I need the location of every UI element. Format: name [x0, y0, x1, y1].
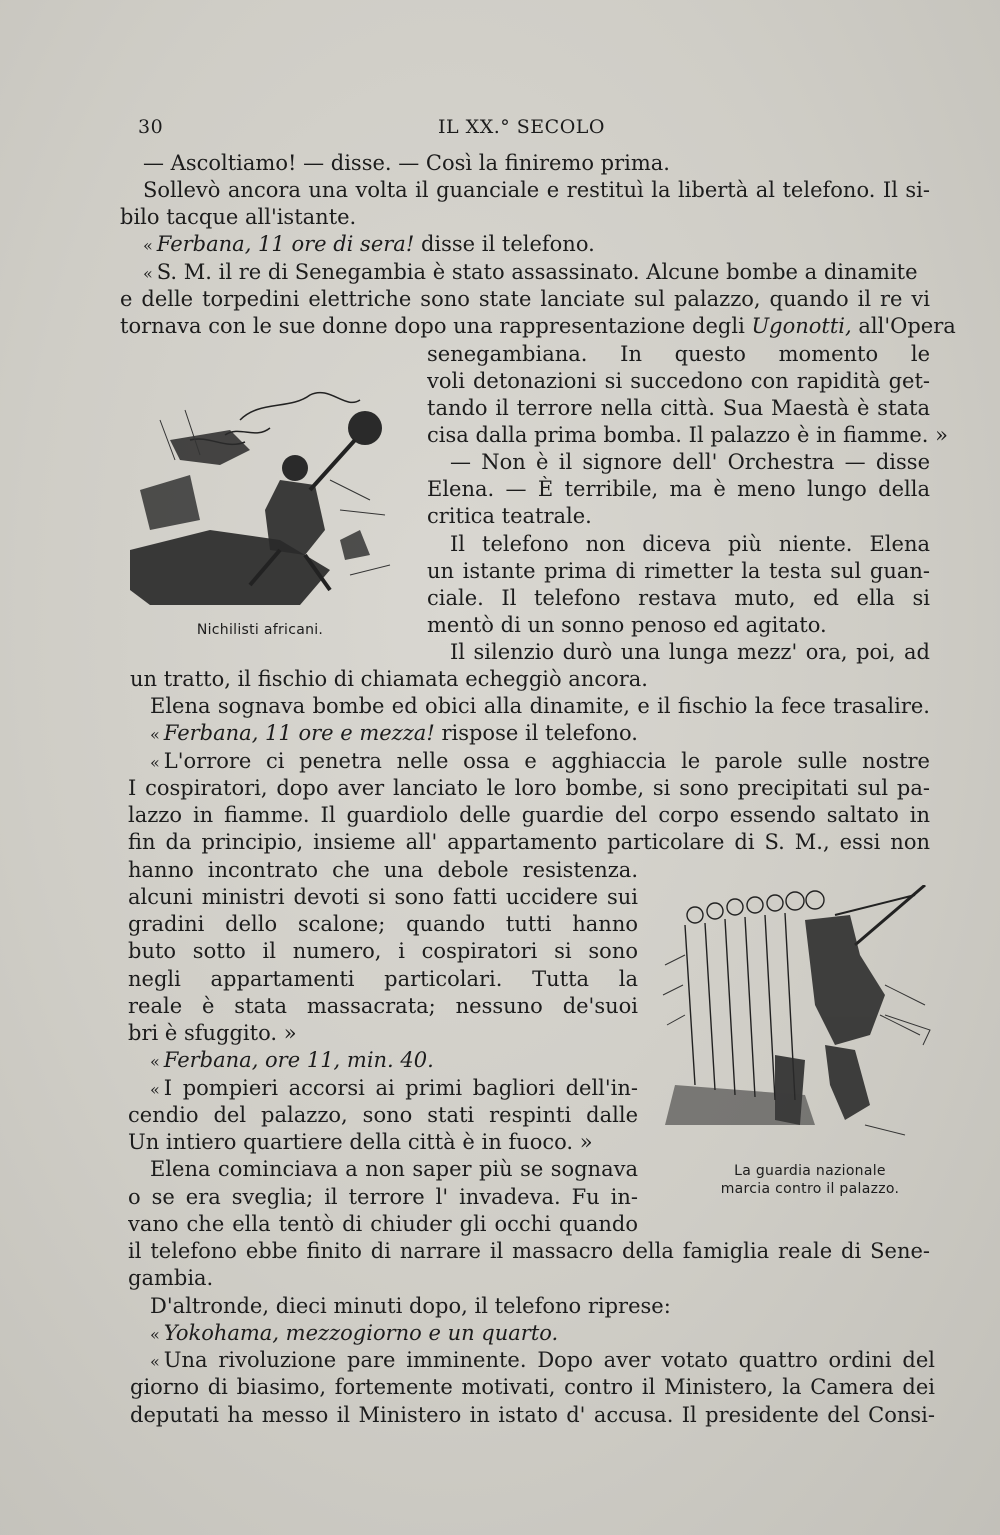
illustration-drawing	[655, 885, 935, 1150]
text-line: — Non è il signore dell' Orchestra — disse	[450, 450, 930, 474]
figure-caption: Nichilisti africani.	[196, 622, 324, 638]
text-line: Elena cominciava a non saper più se sognava	[150, 1157, 638, 1181]
figure-caption: marcia contro il palazzo.	[720, 1181, 900, 1197]
text-line: gradini dello scalone; quando tutti hanno	[128, 912, 638, 936]
text-line: I cospiratori, dopo aver lanciato le loro bombe, si sono precipitati sul pa-	[128, 776, 930, 800]
text-line: « L'orrore ci penetra nelle ossa e agghiaccia le parole sulle nostre	[150, 749, 930, 773]
text-line: deputati ha messo il Ministero in istato d' accusa. Il presidente del Consi-	[130, 1403, 935, 1427]
text-line: cisa dalla prima bomba. Il palazzo è in fiamme. »	[427, 423, 948, 447]
text-line: Sollevò ancora una volta il guanciale e restituì la libertà al telefono. Il si-	[143, 178, 930, 202]
text-line: « Ferbana, 11 ore di sera! disse il telefono.	[143, 232, 595, 256]
text-line: « I pompieri accorsi ai primi bagliori dell'in-	[150, 1076, 638, 1100]
figure-caption: La guardia nazionale	[734, 1163, 886, 1179]
text-line: o se era sveglia; il terrore l' invadeva. Fu in-	[128, 1185, 638, 1209]
text-line: cendio del palazzo, sono stati respinti dalle	[128, 1103, 638, 1127]
text-line: ciale. Il telefono restava muto, ed ella si	[427, 586, 930, 610]
text-line: vano che ella tentò di chiuder gli occhi quando	[128, 1212, 638, 1236]
text-line: un tratto, il fischio di chiamata echeggiò ancora.	[130, 667, 648, 691]
text-line: « Yokohama, mezzogiorno e un quarto.	[150, 1321, 559, 1345]
text-line: lazzo in fiamme. Il guardiolo delle guardie del corpo essendo saltato in	[128, 803, 930, 827]
text-line: — Ascoltiamo! — disse. — Così la finiremo prima.	[143, 151, 670, 175]
text-line: e delle torpedini elettriche sono state lanciate sul palazzo, quando il re vi	[120, 287, 930, 311]
running-title: IL XX.° SECOLO	[438, 116, 605, 138]
text-line: mentò di un sonno penoso ed agitato.	[427, 613, 827, 637]
text-line: bilo tacque all'istante.	[120, 205, 357, 229]
text-line: giorno di biasimo, fortemente motivati, contro il Ministero, la Camera dei	[130, 1375, 935, 1399]
text-line: « Ferbana, ore 11, min. 40.	[150, 1048, 434, 1072]
text-line: « Una rivoluzione pare imminente. Dopo aver votato quattro ordini del	[150, 1348, 935, 1372]
text-line: senegambiana. In questo momento le	[427, 342, 930, 366]
text-line: Elena sognava bombe ed obici alla dinamite, e il fischio la fece trasalire.	[150, 694, 930, 718]
text-line: hanno incontrato che una debole resistenza.	[128, 858, 638, 882]
text-line: tornava con le sue donne dopo una rappresentazione degli Ugonotti, all'Opera	[120, 314, 956, 338]
page-number: 30	[138, 116, 164, 138]
text-line: buto sotto il numero, i cospiratori si sono	[128, 939, 638, 963]
text-line: fin da principio, insieme all' appartamento particolare di S. M., essi non	[128, 830, 930, 854]
text-line: voli detonazioni si succedono con rapidità get-	[427, 369, 930, 393]
text-line: reale è stata massacrata; nessuno de'suoi	[128, 994, 638, 1018]
text-line: un istante prima di rimetter la testa sul guan-	[427, 559, 930, 583]
text-line: gambia.	[128, 1266, 214, 1290]
text-line: D'altronde, dieci minuti dopo, il telefono riprese:	[150, 1294, 671, 1318]
text-line: il telefono ebbe finito di narrare il massacro della famiglia reale di Sene-	[128, 1239, 930, 1263]
text-line: bri è sfuggito. »	[128, 1021, 297, 1045]
text-line: critica teatrale.	[427, 504, 592, 528]
text-line: Elena. — È terribile, ma è meno lungo della	[427, 477, 930, 501]
text-line: alcuni ministri devoti si sono fatti uccidere sui	[128, 885, 638, 909]
text-line: « Ferbana, 11 ore e mezza! rispose il telefono.	[150, 721, 638, 745]
text-line: Il silenzio durò una lunga mezz' ora, poi, ad	[450, 640, 930, 664]
illustration-national-guard	[655, 885, 935, 1150]
text-line: Un intiero quartiere della città è in fuoco. »	[128, 1130, 593, 1154]
text-line: tando il terrore nella città. Sua Maestà è stata	[427, 396, 930, 420]
text-line: « S. M. il re di Senegambia è stato assassinato. Alcune bombe a dinamite	[143, 260, 918, 284]
illustration-african-nihilists	[130, 380, 400, 610]
text-line: Il telefono non diceva più niente. Elena	[450, 532, 930, 556]
page-header	[138, 116, 930, 144]
illustration-drawing	[130, 380, 400, 610]
text-line: negli appartamenti particolari. Tutta la	[128, 967, 638, 991]
